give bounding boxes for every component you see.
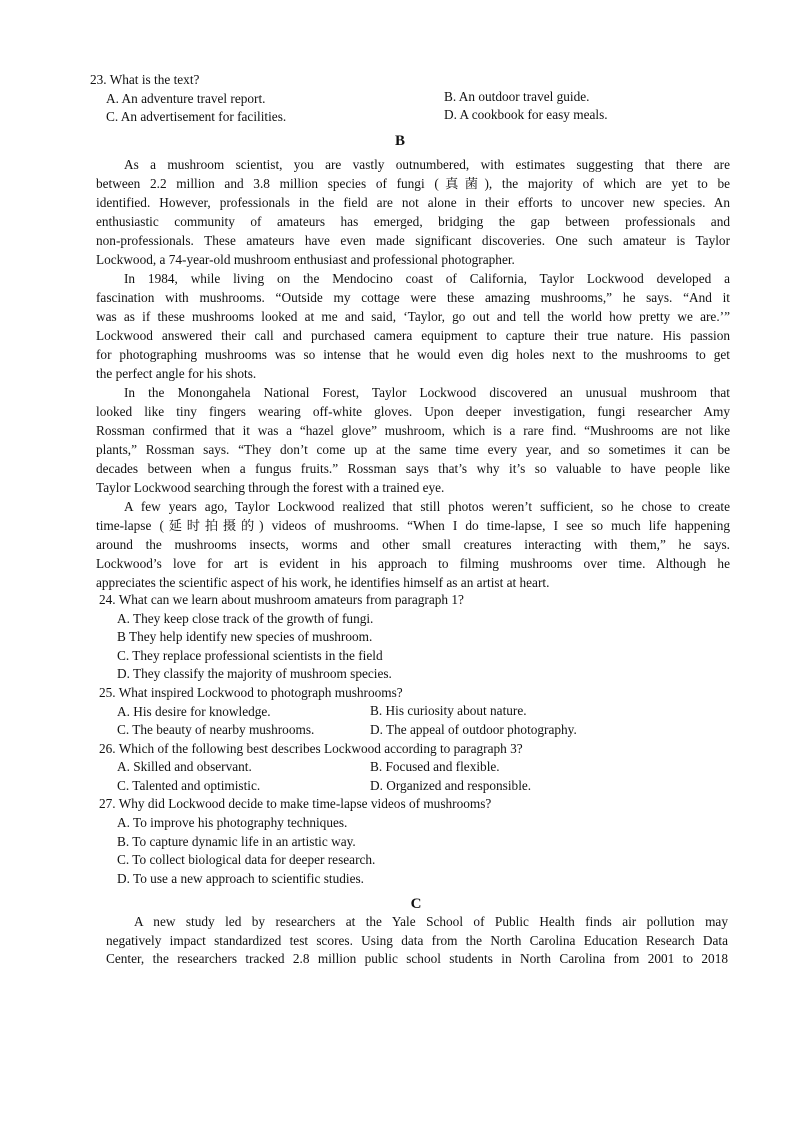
q25-option-a: A. His desire for knowledge. [117,704,271,719]
passage-line: Lockwood’s love for art is evident in his approach to filming mushrooms over time. Although he [96,556,730,571]
question-24: 24. What can we learn about mushroom amateurs from paragraph 1? [99,592,464,607]
section-heading-b: B [394,133,405,149]
passage-line: fascination with mushrooms. “Outside my cottage were these amazing mushrooms,” he says. “And it [96,290,730,305]
passage-line: A new study led by researchers at the Yale School of Public Health finds air pollution may [134,914,728,929]
q27-option-a: A. To improve his photography techniques. [117,815,348,830]
passage-line: the perfect angle for his shots. [96,366,257,381]
q26-option-a: A. Skilled and observant. [117,759,252,774]
q26-option-b: B. Focused and flexible. [370,759,500,774]
passage-line: identified. However, professionals in the field are not alone in their efforts to uncover new species. An [96,195,730,210]
section-heading-c: C [410,896,422,912]
passage-line: between 2.2 million and 3.8 million species of fungi (真菌), the majority of which are yet to be [96,176,730,191]
q27-option-d: D. To use a new approach to scientific studies. [117,871,364,886]
passage-line: Lockwood, a 74-year-old mushroom enthusiast and professional photographer. [96,252,515,267]
passage-line: looked like tiny fingers wearing off-white gloves. Upon deeper investigation, fungi researcher Amy [96,404,730,419]
q26-option-d: D. Organized and responsible. [370,778,532,793]
passage-line: Center, the researchers tracked 2.8 million public school students in North Carolina from 2001 to 2018 [106,951,728,966]
q25-option-d: D. The appeal of outdoor photography. [370,722,577,737]
q23-option-a: A. An adventure travel report. [106,91,266,106]
q26-option-c: C. Talented and optimistic. [117,778,261,793]
passage-line: Taylor Lockwood searching through the forest with a trained eye. [96,480,445,495]
passage-line: was as if these mushrooms looked at me and said, ‘Taylor, go out and tell the world how pretty we are.’” [96,309,730,324]
q24-option-c: C. They replace professional scientists in the field [117,648,383,663]
q25-option-c: C. The beauty of nearby mushrooms. [117,722,315,737]
q23-option-b: B. An outdoor travel guide. [444,89,590,104]
passage-line: As a mushroom scientist, you are vastly outnumbered, with estimates suggesting that there are [124,157,730,172]
question-27: 27. Why did Lockwood decide to make time-lapse videos of mushrooms? [99,796,492,811]
passage-line: non-professionals. These amateurs have even made significant discoveries. One such amateur is Taylor [96,233,730,248]
passage-line: appreciates the scientific aspect of his work, he identifies himself as an artist at heart. [96,575,550,590]
passage-line: In 1984, while living on the Mendocino coast of California, Taylor Lockwood developed a [124,271,730,286]
q23-option-c: C. An advertisement for facilities. [106,109,287,124]
q27-option-c: C. To collect biological data for deeper research. [117,852,376,867]
question-25: 25. What inspired Lockwood to photograph mushrooms? [99,685,403,700]
passage-line: enthusiastic community of amateurs has emerged, bridging the gap between professionals and [96,214,730,229]
passage-line: In the Monongahela National Forest, Taylor Lockwood discovered an unusual mushroom that [124,385,730,400]
q24-option-d: D. They classify the majority of mushroom species. [117,666,392,681]
passage-line: around the mushrooms insects, worms and other small creatures interacting with them,” he says. [96,537,730,552]
q23-option-d: D. A cookbook for easy meals. [444,107,608,122]
q27-option-b: B. To capture dynamic life in an artistic way. [117,834,356,849]
q25-option-b: B. His curiosity about nature. [370,703,527,718]
q24-option-b: B They help identify new species of mushroom. [117,629,373,644]
question-23: 23. What is the text? [90,72,200,87]
passage-line: plants,” Rossman says. “They don’t come up at the same time every year, and so sometimes it can be [96,442,730,457]
question-26: 26. Which of the following best describes Lockwood according to paragraph 3? [99,741,523,756]
passage-line: Rossman confirmed that it was a “hazel glove” mushroom, which is a rare find. “Mushrooms are not like [96,423,730,438]
q24-option-a: A. They keep close track of the growth of fungi. [117,611,374,626]
passage-line: Lockwood answered their call and purchased camera equipment to capture their true nature. His passion [96,328,730,343]
passage-line: time-lapse (延时拍摄的) videos of mushrooms. “When I do time-lapse, I see so much life happening [96,518,730,533]
passage-line: negatively impact standardized test scores. Using data from the North Carolina Education Research Data [106,933,728,948]
passage-line: decades between when a fungus fruits.” Rossman says that’s why it’s so valuable to have people like [96,461,730,476]
passage-line: A few years ago, Taylor Lockwood realized that still photos weren’t sufficient, so he chose to create [124,499,730,514]
passage-line: for photographing mushrooms was so intense that he would even dig holes next to the mushrooms to get [96,347,730,362]
